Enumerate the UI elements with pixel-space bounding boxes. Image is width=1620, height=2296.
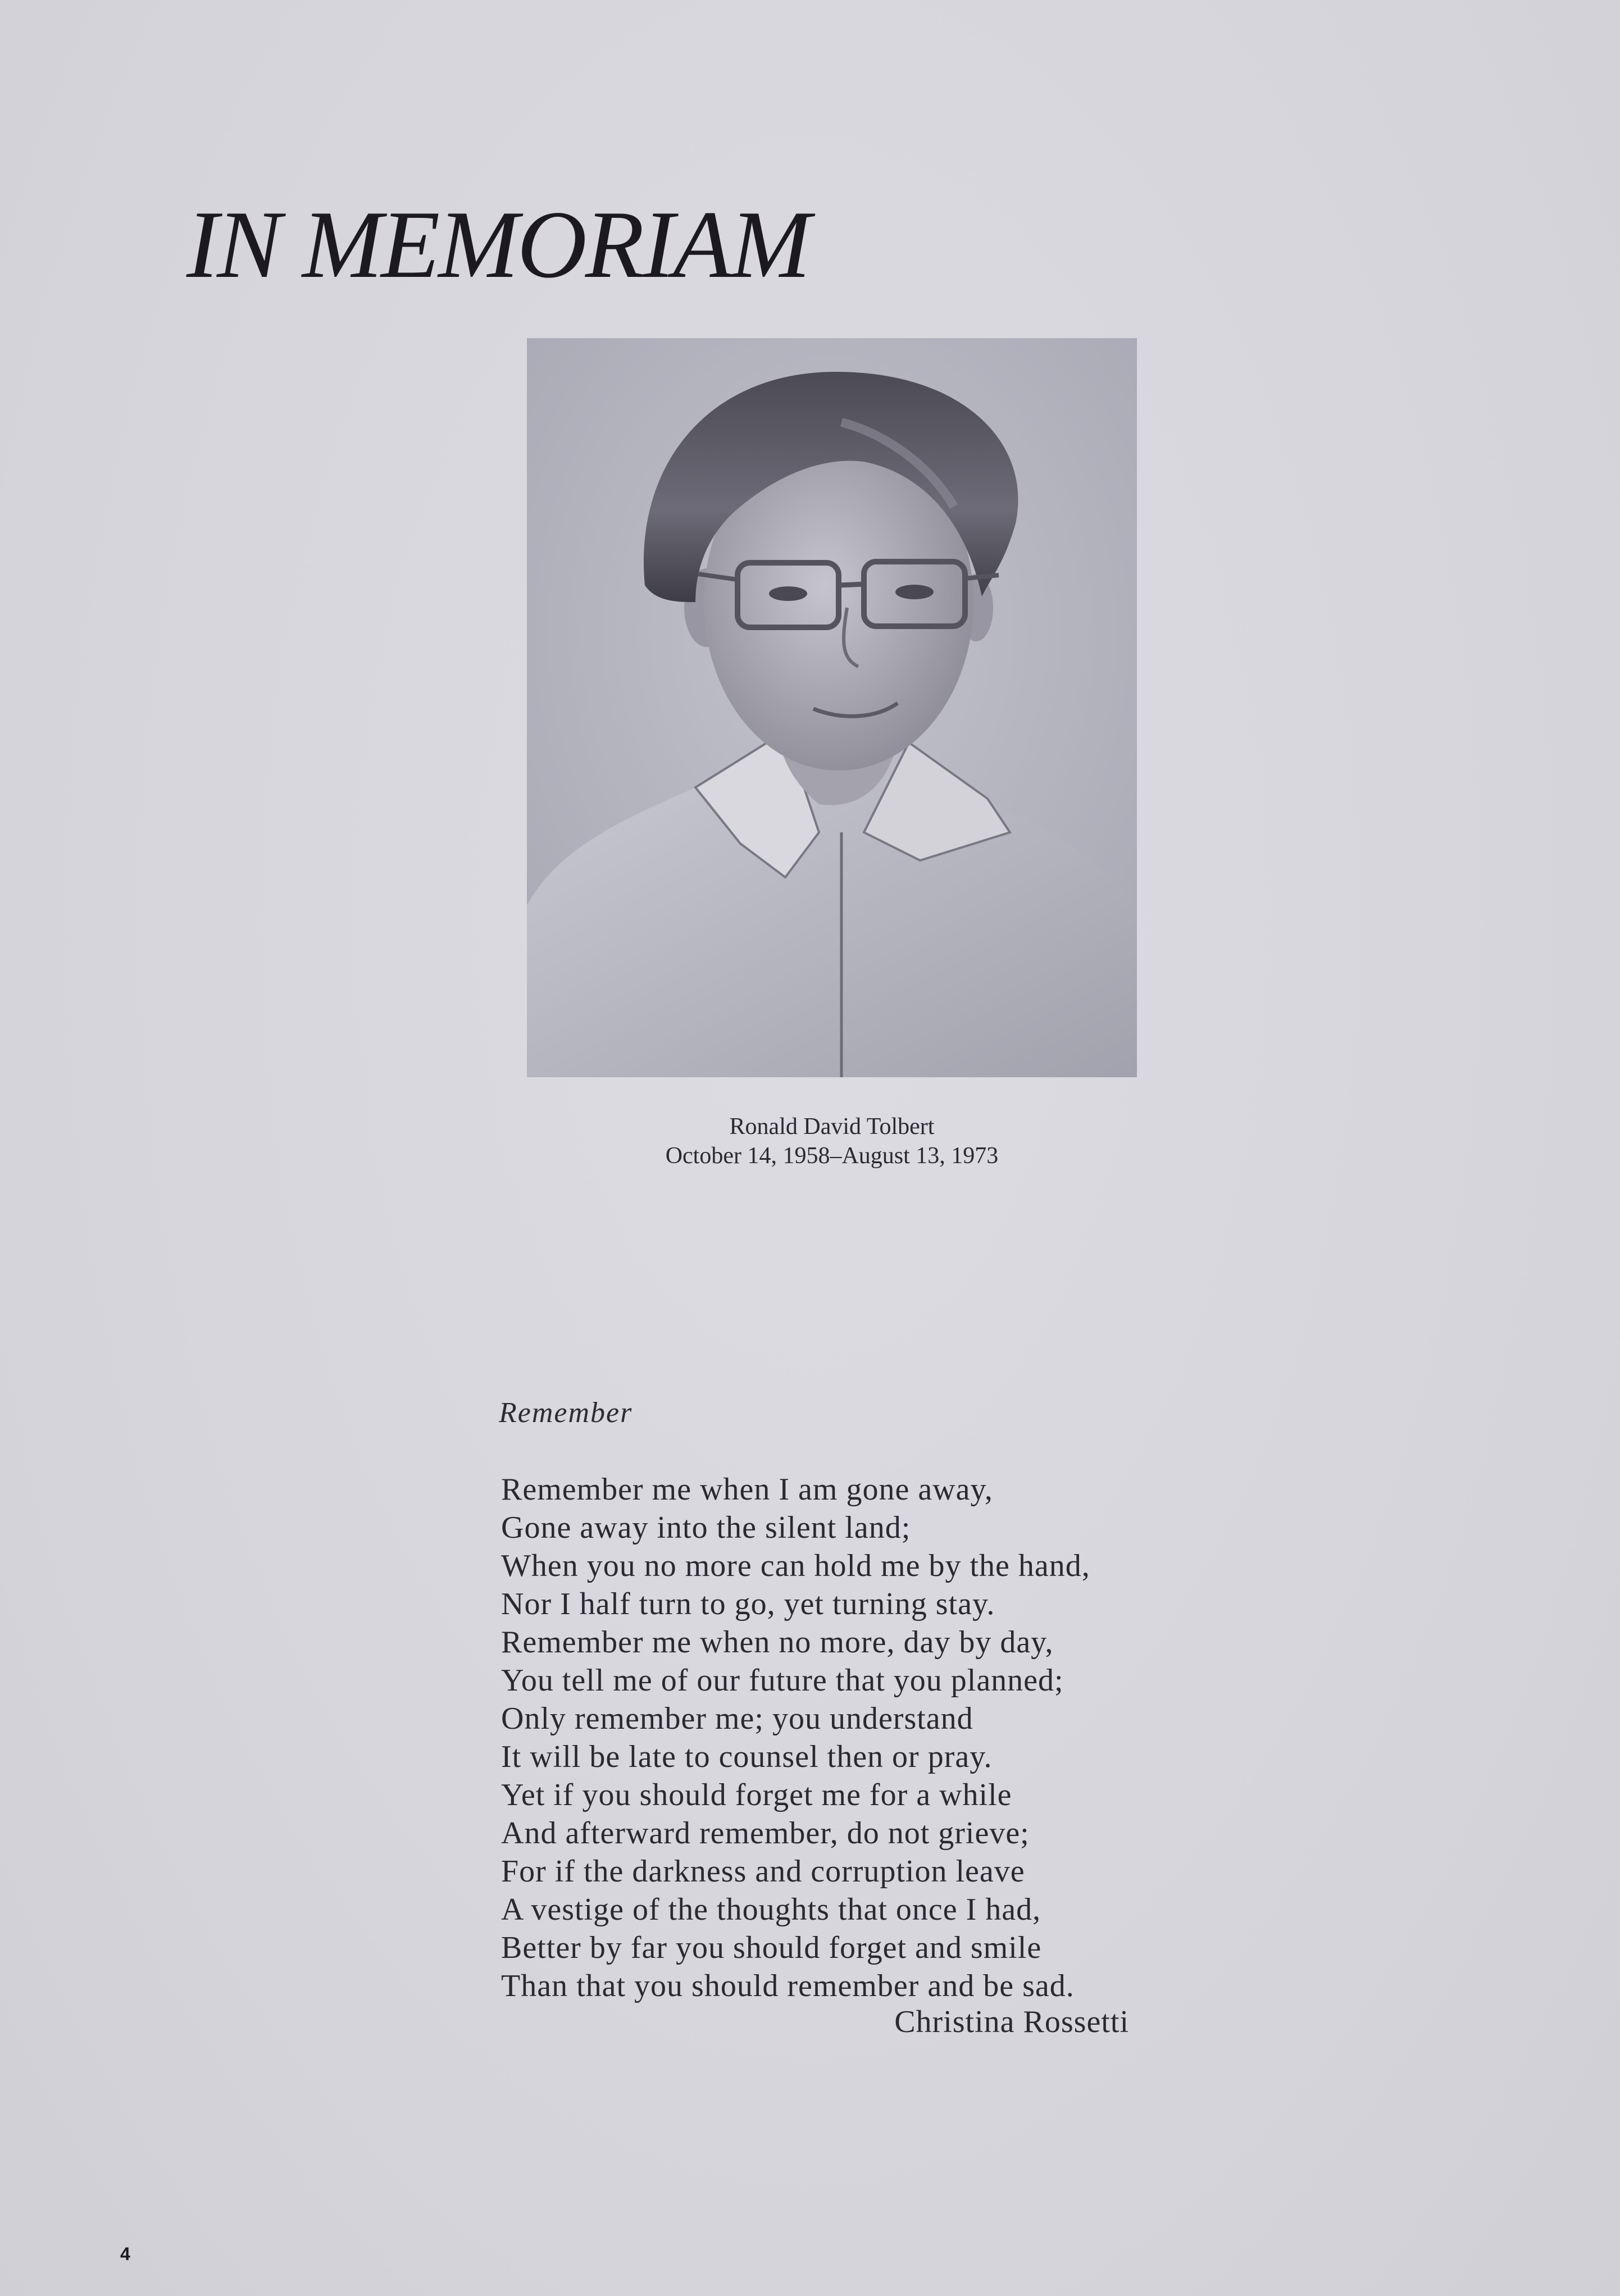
poem-body xyxy=(501,1470,1090,2005)
poem-line: Yet if you should forget me for a while xyxy=(501,1778,1012,1812)
memorial-name: Ronald David Tolbert xyxy=(729,1114,935,1140)
poem-line: You tell me of our future that you planned; xyxy=(501,1663,1064,1698)
poem-line: Better by far you should forget and smile xyxy=(501,1930,1042,1965)
poem-title: Remember xyxy=(499,1397,633,1429)
poem-line: A vestige of the thoughts that once I had, xyxy=(501,1892,1041,1927)
poem-line: And afterward remember, do not grieve; xyxy=(501,1816,1030,1851)
poem-line: When you no more can hold me by the hand, xyxy=(501,1548,1090,1583)
memorial-portrait-photo xyxy=(527,338,1137,1077)
page-number: 4 xyxy=(120,2244,130,2264)
poem-line: Than that you should remember and be sad. xyxy=(501,1969,1075,2003)
poem-line: Only remember me; you understand xyxy=(501,1701,973,1736)
portrait-photo-icon xyxy=(527,338,1137,1077)
poem-line: Remember me when I am gone away, xyxy=(501,1472,993,1507)
poem-line: Nor I half turn to go, yet turning stay. xyxy=(501,1587,995,1621)
poem-line: Gone away into the silent land; xyxy=(501,1510,911,1545)
memorial-dates: October 14, 1958–August 13, 1973 xyxy=(665,1143,999,1169)
poem-line: Remember me when no more, day by day, xyxy=(501,1625,1054,1660)
poem-line: It will be late to counsel then or pray. xyxy=(501,1739,993,1774)
poem-line: For if the darkness and corruption leave xyxy=(501,1854,1025,1889)
page-title: IN MEMORIAM xyxy=(186,192,809,298)
poem-author: Christina Rossetti xyxy=(894,2005,1129,2039)
